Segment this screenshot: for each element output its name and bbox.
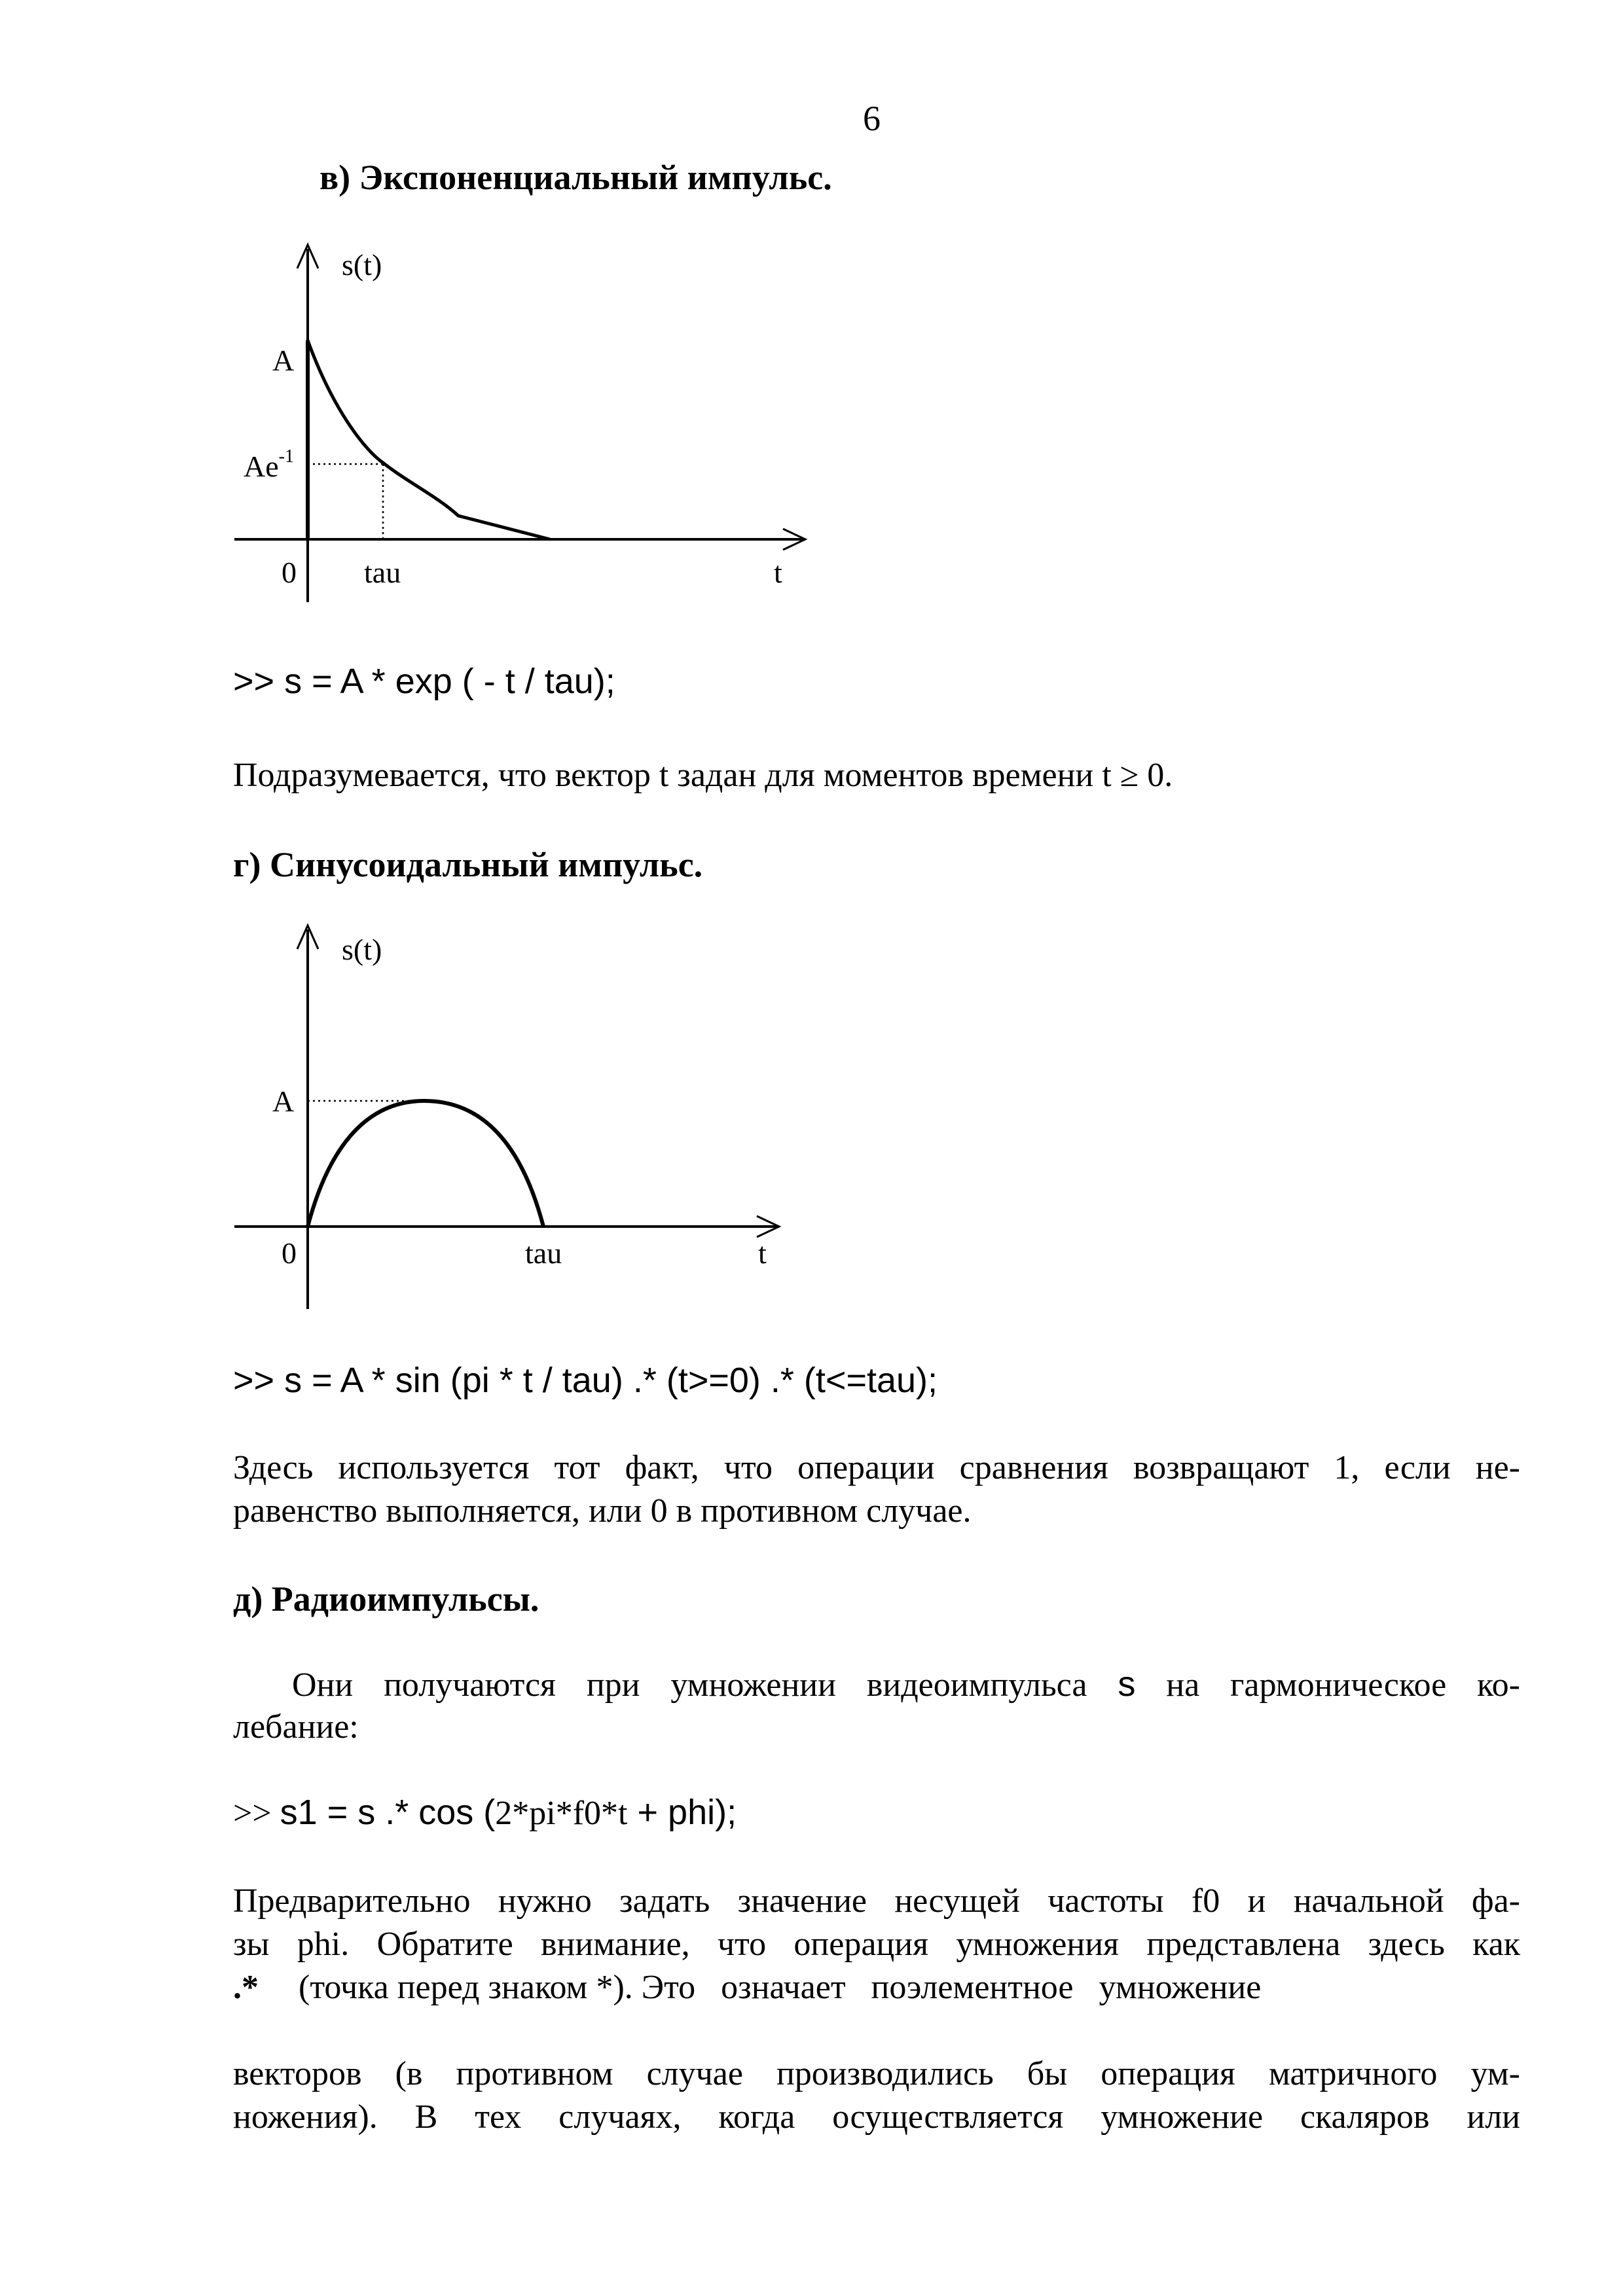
para2-line3-rest: (точка перед знаком *). Это означает поэлементное умножение bbox=[299, 1969, 1262, 2006]
section-g-para-line-1: Здесь используется тот факт, что операции сравнения возвращают 1, если не- bbox=[233, 1449, 1520, 1486]
code-exp: >> s = A * exp ( - t / tau); bbox=[233, 662, 615, 701]
code-prompt: >> bbox=[233, 1795, 280, 1832]
x-tick-zero: 0 bbox=[282, 556, 297, 589]
page-number: 6 bbox=[863, 99, 881, 138]
y-tick-a: A bbox=[272, 344, 295, 377]
y-tick-ae bbox=[244, 446, 294, 483]
x-tick-zero: 0 bbox=[282, 1236, 297, 1270]
section-v-heading: в) Экспоненциальный импульс. bbox=[319, 158, 832, 197]
para1-text-a: Они получаются при умножении видеоимпульса bbox=[292, 1666, 1118, 1704]
y-tick-ae-base: Ae bbox=[244, 450, 279, 483]
section-d-para2-line-2: зы phi. Обратите внимание, что операция умножения представлена здесь как bbox=[233, 1926, 1520, 1963]
x-axis-label: t bbox=[774, 556, 782, 589]
section-g-para-line-2: равенство выполняется, или 0 в противном случае. bbox=[233, 1492, 972, 1530]
code-sin: >> s = A * sin (pi * t / tau) .* (t>=0) .* (t<=tau); bbox=[233, 1361, 938, 1400]
y-tick-ae-exponent: -1 bbox=[278, 446, 294, 467]
para1-text-b: на гармоническое ко- bbox=[1135, 1666, 1520, 1704]
y-axis-label: s(t) bbox=[342, 933, 382, 966]
code-part-b: 2*pi*f0*t bbox=[495, 1795, 628, 1832]
y-tick-a: A bbox=[272, 1085, 295, 1118]
code-part-a: s1 = s .* cos ( bbox=[280, 1793, 496, 1832]
section-d-para2-line-1: Предварительно нужно задать значение несущей частоты f0 и начальной фа- bbox=[233, 1882, 1520, 1920]
exponential-pulse-chart bbox=[216, 236, 831, 602]
sine-curve bbox=[308, 1101, 543, 1227]
decay-curve bbox=[308, 340, 550, 539]
sinusoidal-pulse-chart bbox=[216, 916, 831, 1316]
section-d-heading: д) Радиоимпульсы. bbox=[233, 1579, 539, 1619]
section-d-para3-line-2: ножения). В тех случаях, когда осуществляется умножение скаляров или bbox=[233, 2098, 1520, 2136]
y-axis-label: s(t) bbox=[342, 248, 382, 281]
x-tick-tau: tau bbox=[525, 1236, 562, 1270]
section-d-para3-line-1: векторов (в противном случае производились бы операция матричного ум- bbox=[233, 2055, 1520, 2092]
x-tick-tau: tau bbox=[364, 556, 401, 589]
section-v-note: Подразумевается, что вектор t задан для моментов времени t ≥ 0. bbox=[233, 757, 1173, 794]
section-d-para1-line-1 bbox=[292, 1662, 1520, 1707]
section-d-para1-line-2: лебание: bbox=[233, 1708, 359, 1746]
code-s1 bbox=[233, 1792, 737, 1833]
operator-dot-star: .* bbox=[233, 1969, 259, 2006]
section-d-para2-line-3 bbox=[233, 1966, 1425, 2009]
code-part-c: + phi); bbox=[627, 1793, 737, 1832]
x-axis-label: t bbox=[758, 1236, 767, 1270]
section-g-heading: г) Синусоидальный импульс. bbox=[233, 845, 703, 884]
para1-var-s: s bbox=[1118, 1664, 1136, 1704]
